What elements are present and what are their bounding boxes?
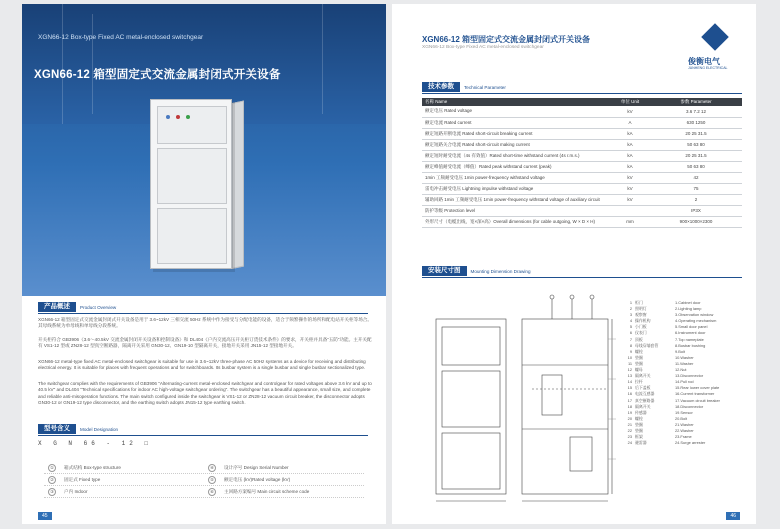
spec-unit-cell: A	[610, 117, 650, 128]
spec-name-cell: 辅助回路 1min 工频耐受电压 1min power-frequency withstand voltage of auxiliary circuit	[422, 194, 610, 205]
legend-number: 24	[627, 440, 632, 446]
spec-name-cell: 1min 工频耐受电压 1min power-frequency withstand voltage	[422, 172, 610, 183]
model-code: X G N 66 - 12 □	[38, 440, 153, 447]
overview-en-para-1: XGN66-12 metal-type fixed AC metal-enclosed switchgear is suitable for use in 3.6~12kV three-phase AC 50Hz systems as a device for receiving and distributing electrical energy. It is suitable for places with frequent operations and for switchboards. Its busbar system is a single busbar and single busbar sectionalized type.	[38, 359, 366, 371]
legend-label-en: 13.Disconnector	[675, 373, 704, 379]
model-row	[44, 462, 364, 474]
legend-number: 14	[627, 379, 632, 385]
legend-label-zh: 操作机构	[635, 318, 651, 324]
spec-row	[422, 216, 742, 227]
legend-number: 11	[627, 360, 632, 366]
model-item-text: 额定电压 (kV)Rated voltage (kV)	[224, 476, 291, 482]
spec-param-cell: 20 25 31.5	[650, 128, 742, 139]
legend-number: 15	[627, 385, 632, 391]
col-param: 参数 Parameter	[650, 98, 742, 106]
spec-name-cell: 外形尺寸（电缆出线，宽×深×高）Overall dimensions (for cable outgoing, W × D × H)	[422, 216, 610, 227]
legend-number: 20	[627, 415, 632, 421]
overview-heading	[38, 302, 368, 312]
power-tower-decor	[62, 4, 63, 124]
legend-label-zh: 后下盖板	[635, 385, 651, 391]
legend-label-zh: 垫圈	[635, 354, 643, 360]
legend-number: 1	[629, 300, 632, 305]
legend-label-en: 9.Bolt	[675, 348, 685, 354]
model-num: ⑥	[208, 488, 216, 496]
spec-param-cell: 630 1250	[650, 117, 742, 128]
legend-label-zh: 照明灯	[635, 306, 647, 312]
legend-label-en: 1.Cabinet door	[675, 300, 701, 305]
legend-number: 18	[627, 403, 632, 409]
spec-param-cell: 50 63 80	[650, 161, 742, 172]
legend-label-en: 6.Instrument door	[675, 330, 706, 336]
legend-label-en: 4.Operating mechanism	[675, 318, 717, 324]
spec-row	[422, 183, 742, 194]
legend-number: 19	[627, 409, 632, 415]
indicator-light	[176, 115, 180, 119]
company-logo-icon	[701, 23, 729, 51]
legend-number: 5	[629, 324, 632, 330]
overview-zh-para-1: XGN66-12 箱型固定式交流金属封闭式开关设备是用于 3.6~12kV 三相交流 50Hz 系统中作为接受与分配电能的设备，适合于频繁操作的场所和配电站开关柜等场合。其母线系统为单母线和单母线分段系统。	[38, 317, 372, 329]
legend-label-zh: 螺母	[635, 367, 643, 373]
spec-name-cell: 防护等级 Protection level	[422, 205, 610, 216]
cabinet-lower-door	[157, 208, 227, 264]
spec-param-cell: 3.6 7.2 12	[650, 106, 742, 117]
spec-name-cell: 额定短路关合电流 Rated short-circuit making current	[422, 139, 610, 150]
legend-number: 2	[629, 306, 632, 312]
model-item-text: 主回路方案编号 Main circuit scheme code	[224, 488, 310, 494]
model-heading-zh: 型号含义	[38, 424, 76, 434]
spec-param-cell: 42	[650, 172, 742, 183]
spec-unit-cell: kA	[610, 150, 650, 161]
spec-unit-cell: kA	[610, 139, 650, 150]
page-number: 45	[38, 512, 52, 520]
legend-number: 4	[629, 318, 632, 324]
legend-label-zh: 真空断路器	[635, 397, 655, 403]
spec-row	[422, 139, 742, 150]
hero-banner	[22, 4, 386, 296]
legend-number: 3	[629, 312, 632, 318]
overview-zh-para-2: 开关柜符合 GB3906《3.6～40.5kV 交流金属封闭开关设备和控制设备》和 DL404《户内交流高压开关柜订货技术条件》的要求，开关柜并具备“五防”功能。主开关配有 VS1-12 型或 ZN28-12 型真空断路器，隔离开关采用 GN30-12、GN19-10 型隔离开关，接地开关采用 JN15-12 型接地开关。	[38, 337, 372, 349]
legend-label-zh: 观察窗	[635, 312, 647, 318]
legend-label-zh: 框架	[635, 434, 643, 440]
spec-unit-cell: kV	[610, 194, 650, 205]
hero-subtitle: XGN66-12 Box-type Fixed AC metal-enclosed switchgear	[38, 34, 204, 41]
spec-name-cell: 雷电冲击耐受电压 Lightning impulse withstand voltage	[422, 183, 610, 194]
spec-name-cell: 额定峰值耐受电流（峰值）Rated peak withstand current (peak)	[422, 161, 610, 172]
legend-number: 17	[627, 397, 632, 403]
legend-label-zh: 拉杆	[635, 379, 643, 385]
legend-label-en: 19.Sensor	[675, 409, 693, 415]
spec-unit-cell: kV	[610, 172, 650, 183]
legend-label-zh: 顶板	[635, 336, 643, 342]
page-title: XGN66-12 箱型固定式交流金属封闭式开关设备	[422, 35, 591, 44]
spec-name-cell: 额定短路开断电流 Rated short-circuit breaking current	[422, 128, 610, 139]
legend-label-zh: 垫圈	[635, 427, 643, 433]
spec-param-cell: 20 25 31.5	[650, 150, 742, 161]
legend-number: 8	[629, 342, 632, 348]
front-view-instrument-door	[442, 327, 500, 365]
legend-number: 21	[627, 421, 632, 427]
model-num: ④	[208, 464, 216, 472]
legend-label-zh: 螺栓	[635, 415, 643, 421]
legend-label-zh: 螺栓	[635, 348, 643, 354]
overview-heading-en: Product Overview	[80, 304, 117, 310]
legend-number: 10	[627, 354, 632, 360]
legend-label-en: 5.Small door panel	[675, 324, 708, 330]
spec-row	[422, 128, 742, 139]
page-number: 46	[726, 512, 740, 520]
col-name: 名称 Name	[422, 98, 610, 106]
side-view-outline	[522, 319, 608, 494]
spec-heading-zh: 技术参数	[422, 82, 460, 92]
spec-row	[422, 150, 742, 161]
spec-unit-cell: kA	[610, 128, 650, 139]
spec-unit-cell: kA	[610, 161, 650, 172]
spec-param-cell: 75	[650, 183, 742, 194]
legend-number: 13	[627, 373, 632, 379]
indicator-light	[186, 115, 190, 119]
legend-label-zh: 仪表门	[635, 330, 647, 336]
legend-label-en: 14.Pull rod	[675, 379, 694, 385]
legend-label-en: 22.Washer	[675, 427, 694, 433]
switchgear-cabinet-image	[150, 99, 232, 269]
model-row	[44, 474, 364, 486]
spec-row	[422, 205, 742, 216]
spec-unit-cell: kV	[610, 183, 650, 194]
power-tower-decor	[92, 14, 93, 114]
legend-label-zh: 柜门	[635, 300, 643, 305]
col-unit: 单位 Unit	[610, 98, 650, 106]
legend-label-en: 23.Frame	[675, 434, 692, 440]
spec-param-cell: 2	[650, 194, 742, 205]
legend-label-en: 21.Washer	[675, 421, 694, 427]
legend-number: 22	[627, 427, 632, 433]
right-page	[392, 4, 756, 524]
model-row	[44, 486, 364, 498]
drawing-heading	[422, 266, 742, 276]
spec-row	[422, 194, 742, 205]
cabinet-instrument-panel	[157, 106, 227, 144]
legend-label-zh: 垫圈	[635, 421, 643, 427]
legend-label-en: 16.Current transformer	[675, 391, 715, 397]
spec-name-cell: 额定电流 Rated current	[422, 117, 610, 128]
front-view-outline	[436, 319, 506, 494]
legend-number: 23	[627, 434, 632, 440]
legend-label-en: 3.Observation window	[675, 312, 714, 318]
legend-label-zh: 垫圈	[635, 360, 643, 366]
drawing-heading-zh: 安装尺寸图	[422, 266, 467, 276]
legend-number: 9	[629, 348, 632, 354]
page-subtitle: XGN66-12 Box-type Fixed AC metal-enclosed switchgear	[422, 45, 544, 50]
legend-label-en: 15.Rear lower cover plate	[675, 385, 720, 391]
spec-row	[422, 117, 742, 128]
legend-label-en: 2.Lighting lamp	[675, 306, 702, 312]
spec-unit-cell: kV	[610, 106, 650, 117]
legend-label-en: 24.Surge arrester	[675, 440, 706, 446]
model-num: ⑤	[208, 476, 216, 484]
company-logo-text: 俊衡电气	[688, 57, 720, 66]
spec-row	[422, 172, 742, 183]
legend-label-zh: 小门板	[635, 324, 647, 330]
model-num: ②	[48, 476, 56, 484]
drawing-legend	[624, 300, 744, 446]
model-item-text: 固定式 Fixed type	[64, 476, 101, 482]
spec-heading	[422, 82, 742, 92]
model-item-text: 箱式结构 Box-type structure	[64, 464, 121, 470]
model-item-text: 户内 Indoor	[64, 488, 88, 494]
legend-label-zh: 避雷器	[635, 440, 647, 446]
drawing-heading-en: Mounting Dimension Drawing	[470, 268, 531, 274]
legend-label-zh: 母线穿墙套管	[635, 342, 659, 348]
legend-label-en: 7.Top nameplate	[675, 336, 704, 342]
model-item-text: 设计序号 Design Serial Number	[224, 464, 289, 470]
mounting-dimension-drawing	[422, 279, 618, 511]
indicator-light	[166, 115, 170, 119]
model-designation-list	[44, 462, 364, 498]
spec-row	[422, 106, 742, 117]
legend-label-zh: 隔离开关	[635, 403, 651, 409]
overview-heading-zh: 产品概述	[38, 302, 76, 312]
left-page	[22, 4, 386, 524]
hero-title: XGN66-12 箱型固定式交流金属封闭式开关设备	[34, 69, 281, 81]
spec-param-cell: 50 63 80	[650, 139, 742, 150]
spec-header-row	[422, 98, 742, 106]
legend-label-en: 11.Washer	[675, 360, 694, 366]
spec-unit-cell: mm	[610, 216, 650, 227]
legend-label-en: 12.Nut	[675, 367, 687, 373]
model-num: ③	[48, 488, 56, 496]
legend-item	[624, 440, 744, 446]
model-heading	[38, 424, 368, 434]
legend-label-en: 10.Washer	[675, 354, 694, 360]
spec-heading-en: Technical Parameter	[464, 84, 506, 90]
spec-name-cell: 额定短时耐受电流（4s 有效值）Rated short-time withstand current (4s r.m.s.)	[422, 150, 610, 161]
spec-name-cell: 额定电压 Rated voltage	[422, 106, 610, 117]
legend-label-zh: 隔离开关	[635, 373, 651, 379]
legend-label-en: 20.Bolt	[675, 415, 688, 421]
legend-label-en: 18.Disconnector	[675, 403, 704, 409]
legend-number: 7	[629, 336, 632, 342]
cabinet-mid-door	[157, 148, 227, 204]
power-tower-decor	[322, 4, 323, 114]
legend-label-zh: 电流互感器	[635, 391, 655, 397]
legend-number: 16	[627, 391, 632, 397]
model-num: ①	[48, 464, 56, 472]
legend-number: 6	[629, 330, 632, 336]
cabinet-side	[232, 100, 244, 269]
company-logo-en: JUNHENG ELECTRICAL	[688, 66, 728, 70]
model-heading-en: Model Designation	[80, 426, 119, 432]
spec-table	[422, 98, 742, 228]
spec-unit-cell	[610, 205, 650, 216]
overview-en-para-2: The switchgear complies with the requirements of GB3906 "Alternating-current metal-enclosed switchgear and controlgear for rated voltages above 3.6 kV and up to 40.5 kV" and DL404 "Technical specifications for indoor AC high-voltage switchgear ordering". The switchgear has a beautiful appearance, small size, and complete and reliable anti-misoperation functions. The main switch configured inside the switchgear is VS1-12 or ZN28-12 vacuum circuit breaker, the disconnector adopts GN30-12 or GN19-12 type disconnector, and the earthing switch adopts JN15-12 type earthing switch.	[38, 381, 372, 406]
spec-row	[422, 161, 742, 172]
spec-param-cell: IP3X	[650, 205, 742, 216]
legend-label-zh: 传感器	[635, 409, 647, 415]
legend-label-en: 17.Vacuum circuit breaker	[675, 397, 720, 403]
legend-label-en: 8.Busbar bushing	[675, 342, 706, 348]
spec-param-cell: 900×1000×2300	[650, 216, 742, 227]
legend-number: 12	[627, 367, 632, 373]
